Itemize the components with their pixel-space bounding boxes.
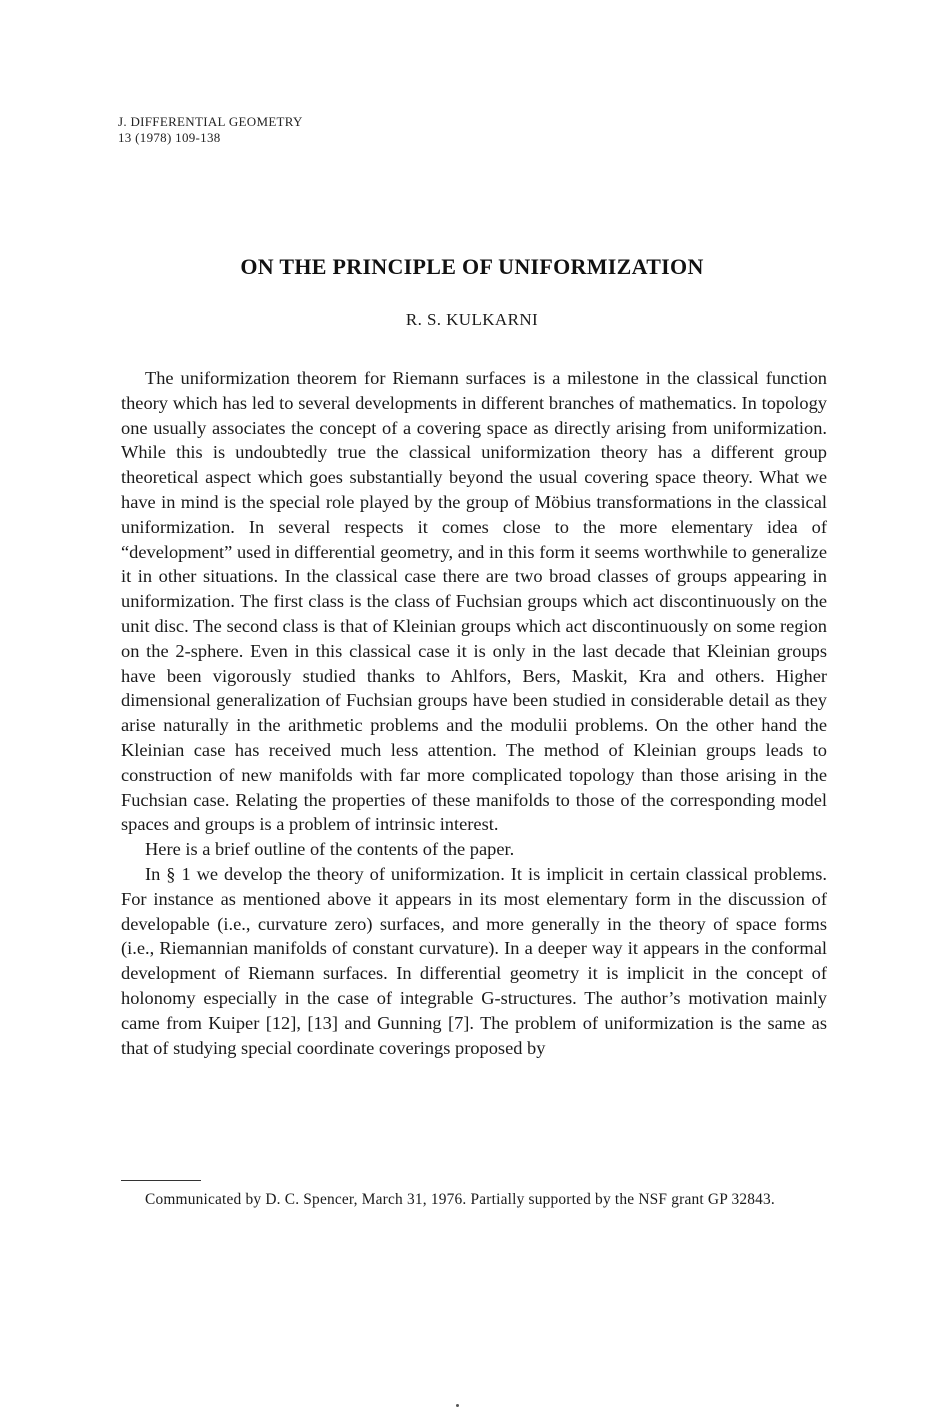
paragraph-section-1: In § 1 we develop the theory of uniformization. It is implicit in certain classical problems. For instance as mentioned above it appears in its most elementary form in the discussion of developable (i.e., curvature zero) surfaces, and more generally in the theory of space forms (i.e., Riemannian manifolds of constant curvature). In a deeper way it appears in the conformal development of Riemann surfaces. In differential geometry it is implicit in the concept of holonomy especially in the case of integrable G-structures. The author’s motivation mainly came from Kuiper [12], [13] and Gunning [7]. The problem of uniformization is the same as that of studying special coordinate coverings proposed by — [121, 863, 827, 1058]
page-mark — [456, 1404, 459, 1407]
journal-name: J. DIFFERENTIAL GEOMETRY — [118, 114, 303, 129]
footnote-divider — [121, 1180, 201, 1181]
body-text — [121, 366, 827, 1060]
author-name: R. S. KULKARNI — [405, 310, 539, 329]
paragraph-intro: The uniformization theorem for Riemann surfaces is a milestone in the classical function theory which has led to several developments in different branches of mathematics. In topology one usually associates the concept of a covering space as directly arising from uniformization. While this is undoubtedly true the classical uniformization theory has a different group theoretical aspect which goes substantially beyond the usual covering space theory. What we have in mind is the special role played by the group of Möbius transformations in the classical uniformization. In several respects it comes close to the more elementary idea of “development” used in differential geometry, and in this form it seems worthwhile to generalize it in other situations. In the classical case there are two broad classes of groups appearing in uniformization. The first class is the class of Fuchsian groups which act discontinuously on the unit disc. The second class is that of Kleinian groups which act discontinuously on some region on the 2-sphere. Even in this classical case it is only in the last decade that Kleinian groups have been vigorously studied thanks to Ahlfors, Bers, Maskit, Kra and others. Higher dimensional generalization of Fuchsian groups have been studied in considerable detail as they arise naturally in the arithmetic problems and the modulii problems. On the other hand the Kleinian case has received much less attention. The method of Kleinian groups leads to construction of new manifolds with far more complicated topology than those arising in the Fuchsian case. Relating the properties of these manifolds to those of the corresponding model spaces and groups is a problem of intrinsic interest. — [121, 368, 827, 835]
journal-header — [118, 114, 303, 146]
paper-title: ON THE PRINCIPLE OF UNIFORMIZATION — [240, 254, 704, 279]
volume-pages: 13 (1978) 109-138 — [118, 130, 221, 145]
footnote: Communicated by D. C. Spencer, March 31, 1976. Partially supported by the NSF grant GP 32843. — [145, 1191, 775, 1208]
paragraph-outline: Here is a brief outline of the contents of the paper. — [145, 839, 515, 860]
